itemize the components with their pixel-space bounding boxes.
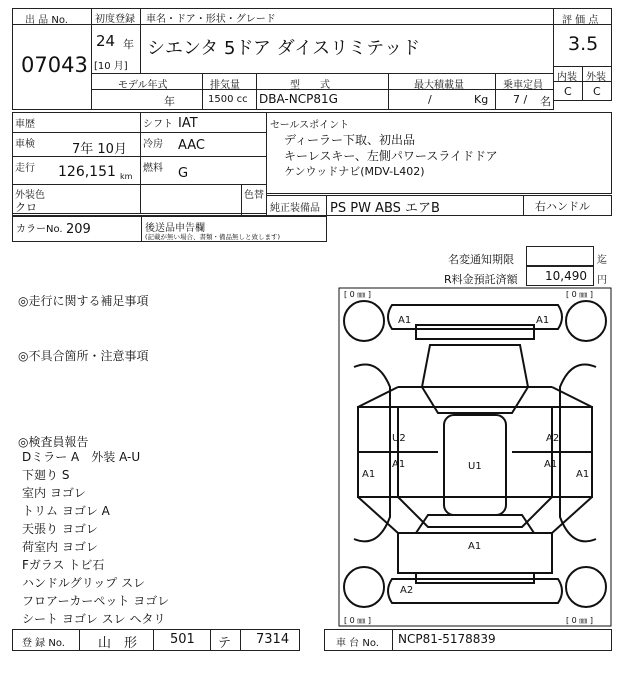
chassis-label: 車 台 No.	[336, 638, 379, 649]
model-value: DBA-NCP81G	[259, 92, 338, 106]
name-label: 車名・ドア・形状・グレード	[146, 14, 276, 25]
driving-notes-title: ◎走行に関する補足事項	[18, 294, 149, 308]
mark-roof: U1	[468, 461, 482, 472]
max-load-slash: /	[428, 93, 432, 106]
recycle-value: 10,490	[545, 269, 587, 283]
grade-value: 3.5	[568, 33, 599, 55]
color-value: クロ	[15, 201, 37, 214]
tire-rear-right	[566, 567, 606, 607]
registration-kana: テ	[218, 636, 232, 651]
car-diagram-svg	[338, 287, 612, 627]
chassis-number: NCP81-5178839	[398, 632, 496, 646]
shift-label: シフト	[143, 119, 173, 130]
mark-front-right-corner: A1	[536, 315, 550, 326]
first-reg-label: 初度登録	[95, 14, 135, 25]
aircon-value: AAC	[178, 138, 205, 153]
max-load-label: 最大積載量	[414, 80, 464, 91]
tire-front-right	[566, 301, 606, 341]
inspection-value: 7年 10月	[72, 142, 127, 157]
mark-front-bumper: A1	[398, 315, 412, 326]
first-reg-month: [10 月]	[94, 61, 128, 72]
lot-number: 07043	[21, 53, 88, 77]
interior-label: 内装	[557, 72, 577, 83]
aircon-label: 冷房	[143, 139, 163, 150]
lot-label-cell	[12, 8, 92, 25]
registration-place: 山 形	[98, 636, 138, 651]
inspector-line: 下廻り S	[22, 468, 70, 482]
mark-rear-bumper: A2	[400, 585, 414, 596]
color-row	[12, 184, 267, 216]
sales-point-title: セールスポイント	[270, 120, 350, 131]
registration-label: 登 録 No.	[22, 638, 65, 649]
equipment-label: 純正装備品	[270, 203, 320, 214]
tire-label-front-left: [ 0 ㎜ ]	[344, 290, 371, 299]
first-reg-year: 24	[96, 32, 116, 50]
hood	[422, 345, 528, 387]
vehicle-name: シエンタ 5ドア ダイスリミテッド	[147, 38, 421, 59]
exterior-grade: C	[593, 85, 601, 98]
registration-number: 7314	[256, 632, 290, 647]
mark-left-mid: A1	[392, 459, 406, 470]
capacity-value: 7 /	[513, 93, 528, 106]
shift-value: IAT	[178, 116, 198, 131]
history-label: 車歴	[15, 119, 35, 130]
mileage-value: 126,151	[58, 164, 116, 180]
inspector-title: ◎検査員報告	[18, 435, 89, 449]
inspector-line: Dミラー A 外装 A-U	[22, 450, 141, 464]
model-year-unit: 年	[164, 95, 175, 108]
exterior-label: 外装	[586, 72, 606, 83]
rear-hatch	[398, 533, 552, 573]
mark-left-rear: A1	[362, 469, 376, 480]
mark-right-mid: A1	[544, 459, 558, 470]
interior-grade: C	[564, 85, 572, 98]
fuel-label: 燃料	[143, 163, 163, 174]
mark-hatch: A1	[468, 541, 482, 552]
tire-rear-left	[344, 567, 384, 607]
first-reg-year-unit: 年	[123, 38, 134, 51]
inspector-line: フロアーカーペット ヨゴレ	[22, 594, 170, 608]
late-docs-label: 後送品申告欄	[145, 223, 205, 234]
displacement-value: 1500 cc	[208, 94, 248, 105]
color-label: 外装色	[15, 190, 45, 201]
sales-point-line: キーレスキー、左側パワースライドドア	[284, 149, 498, 163]
name-change-label: 名変通知期限	[448, 253, 514, 266]
tire-label-front-right: [ 0 ㎜ ]	[566, 290, 593, 299]
color-no-row	[12, 216, 142, 242]
color-no-label: カラーNo.	[16, 224, 63, 235]
mileage-unit: km	[120, 172, 133, 181]
mileage-label: 走行	[15, 163, 35, 174]
tire-front-left	[344, 301, 384, 341]
mark-right-rear: A1	[576, 469, 590, 480]
recycle-unit: 円	[597, 275, 607, 286]
displacement-label: 排気量	[210, 80, 240, 91]
registration-class: 501	[170, 632, 195, 647]
color-mark-label: 色替	[244, 190, 264, 201]
sales-point-line: ケンウッドナビ(MDV-L402)	[284, 165, 425, 178]
tire-label-rear-left: [ 0 ㎜ ]	[344, 616, 371, 625]
windshield	[422, 387, 528, 413]
recycle-label: R料金預託済額	[444, 273, 518, 286]
inspector-line: 室内 ヨゴレ	[22, 486, 86, 500]
late-docs-note: (記載が無い場合、書類・備品無しと致します)	[145, 233, 281, 241]
grade-value-cell	[553, 24, 612, 67]
equipment-value: PS PW ABS エアB	[330, 201, 440, 216]
lot-label: 出 品 No.	[25, 15, 68, 26]
inspector-line: シート ヨゴレ スレ ヘタリ	[22, 612, 166, 626]
name-change-value-box	[526, 246, 594, 266]
damage-diagram	[338, 287, 612, 627]
grade-label: 評 価 点	[562, 15, 599, 26]
mark-left-front: U2	[392, 433, 406, 444]
name-change-unit: 迄	[597, 255, 607, 266]
front-grille	[416, 325, 534, 339]
color-no-value: 209	[66, 222, 91, 237]
inspector-line: ハンドルグリップ スレ	[22, 576, 146, 590]
defects-title: ◎不具合箇所・注意事項	[18, 349, 149, 363]
inspection-label: 車検	[15, 139, 35, 150]
fuel-value: G	[178, 166, 189, 181]
inspector-line: Fガラス トビ石	[22, 558, 105, 572]
recycle-value-box	[526, 266, 594, 286]
rear-window	[416, 515, 534, 533]
inspector-line: 荷室内 ヨゴレ	[22, 540, 98, 554]
tire-label-rear-right: [ 0 ㎜ ]	[566, 616, 593, 625]
capacity-label: 乗車定員	[503, 80, 543, 91]
max-load-unit: Kg	[474, 93, 489, 106]
sales-point-line: ディーラー下取、初出品	[284, 133, 416, 147]
mark-right-front: A2	[546, 433, 560, 444]
capacity-unit: 名	[540, 95, 551, 108]
inspector-line: 天張り ヨゴレ	[22, 522, 98, 536]
model-label: 型 式	[290, 80, 330, 91]
grade-label-cell	[553, 8, 612, 25]
model-year-label: モデル年式	[118, 80, 168, 91]
lot-number-cell	[12, 24, 92, 110]
late-docs-cell	[141, 216, 327, 242]
sales-point-box	[266, 112, 612, 194]
handle-value: 右ハンドル	[535, 200, 590, 213]
inspector-line: トリム ヨゴレ A	[22, 504, 110, 518]
